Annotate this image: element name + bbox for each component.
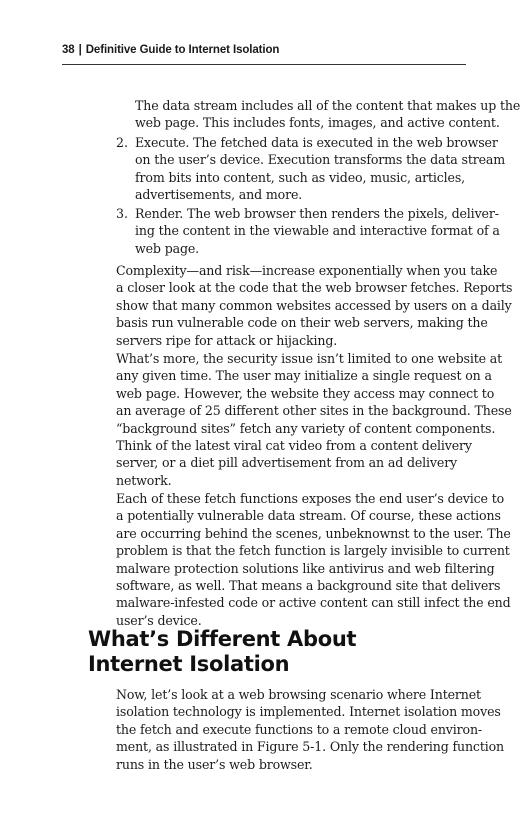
text-line: web page. — [135, 240, 200, 256]
text-line: Now, let’s look at a web browsing scenario where Internet — [116, 687, 481, 702]
text-line: a potentially vulnerable data stream. Of course, these actions — [116, 508, 501, 524]
text-line: Execute. The fetched data is executed in the web browser — [135, 135, 498, 150]
page-number: 38 — [62, 44, 75, 56]
text-line: an average of 25 different other sites in the background. These — [116, 403, 512, 419]
text-line: any given time. The user may initialize a single request on a — [116, 368, 492, 384]
text-line: servers ripe for attack or hijacking. — [116, 332, 338, 348]
book-title: Definitive Guide to Internet Isolation — [85, 44, 280, 56]
text-line: malware protection solutions like antivirus and web filtering — [116, 560, 495, 576]
list-number-2: 2. — [116, 135, 129, 150]
paragraph-complexity — [116, 262, 512, 349]
text-line: basis run vulnerable code on their web servers, making the — [116, 315, 488, 331]
heading-line: What’s Different About — [88, 627, 357, 651]
text-line: isolation technology is implemented. Internet isolation moves — [116, 704, 501, 720]
text-line: Each of these fetch functions exposes the end user’s device to — [116, 491, 505, 506]
heading-line: Internet Isolation — [88, 652, 290, 676]
text-line: on the user’s device. Execution transforms the data stream — [135, 152, 506, 168]
text-line: “background sites” fetch any variety of content components. — [116, 420, 496, 436]
text-line: advertisements, and more. — [135, 187, 303, 203]
text-line: server, or a diet pill advertisement from an ad delivery — [116, 455, 458, 471]
text-line: the fetch and execute functions to a remote cloud environ- — [116, 721, 483, 737]
text-line: runs in the user’s web browser. — [116, 756, 313, 772]
text-line: user’s device. — [116, 612, 202, 628]
list-number-3: 3. — [116, 206, 129, 221]
text-line: Complexity—and risk—increase exponentially when you take — [116, 263, 498, 278]
paragraph-fetch-continued — [135, 97, 520, 132]
text-line: show that many common websites accessed by users on a daily — [116, 297, 512, 313]
paragraph-isolation — [116, 686, 504, 773]
text-line: ment, as illustrated in Figure 5-1. Only the rendering function — [116, 739, 505, 755]
list-item-execute — [135, 134, 505, 204]
text-line: malware-infested code or active content can still infect the end — [116, 595, 511, 611]
text-line: from bits into content, such as video, music, articles, — [135, 169, 465, 185]
header-rule — [62, 64, 466, 65]
running-header — [62, 44, 466, 64]
text-line: Think of the latest viral cat video from a content delivery — [116, 438, 472, 454]
text-line: Render. The web browser then renders the pixels, deliver- — [135, 206, 499, 221]
text-line: web page. This includes fonts, images, and active content. — [135, 115, 500, 131]
text-line: web page. However, the website they access may connect to — [116, 385, 495, 401]
list-item-render — [135, 205, 500, 257]
text-line: ing the content in the viewable and interactive format of a — [135, 223, 500, 239]
header-separator: | — [78, 44, 82, 56]
text-line: network. — [116, 472, 172, 488]
text-line: software, as well. That means a background site that delivers — [116, 578, 501, 594]
section-heading — [88, 627, 468, 677]
paragraph-fetch-exposure — [116, 490, 511, 629]
paragraph-whats-more — [116, 350, 512, 489]
text-line: a closer look at the code that the web browser fetches. Reports — [116, 280, 513, 296]
text-line: are occurring behind the scenes, unbeknownst to the user. The — [116, 525, 511, 541]
text-line: The data stream includes all of the content that makes up the — [135, 98, 521, 113]
text-line: What’s more, the security issue isn’t limited to one website at — [116, 351, 503, 366]
text-line: problem is that the fetch function is largely invisible to current — [116, 543, 510, 559]
